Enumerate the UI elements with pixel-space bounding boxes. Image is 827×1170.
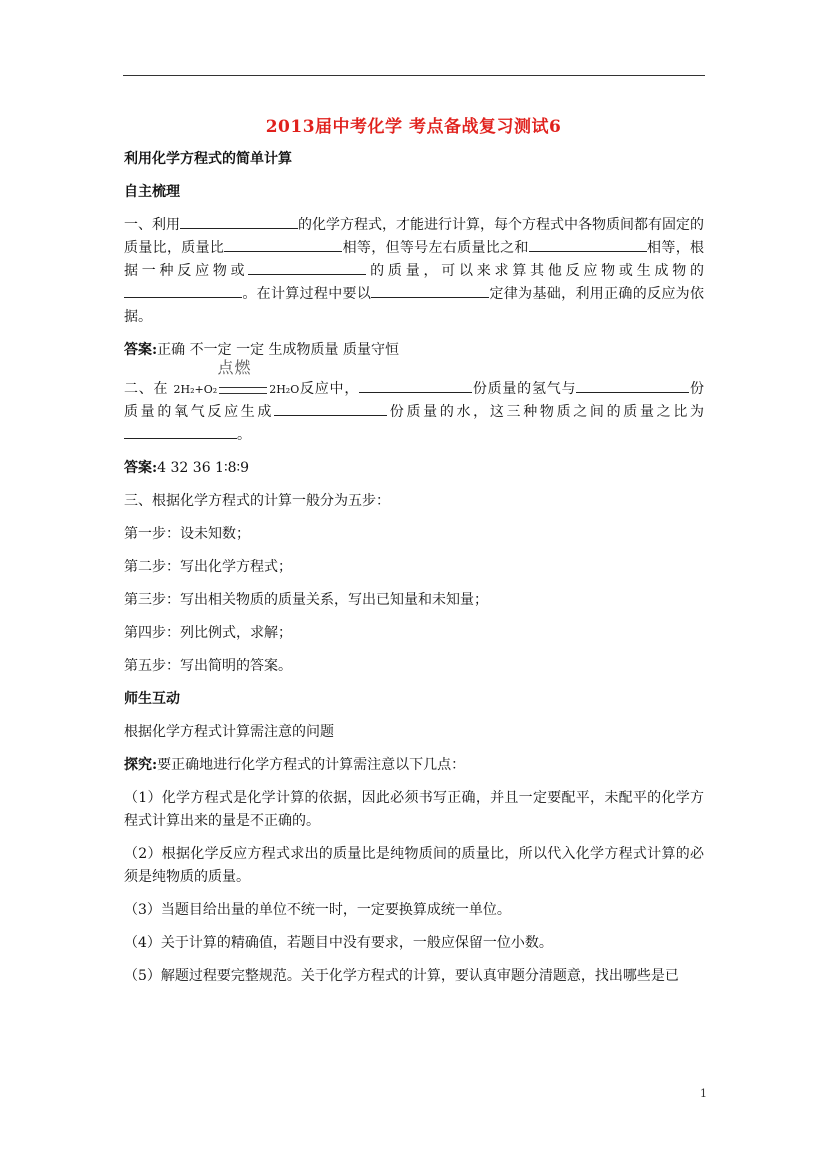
section-heading-1: 自主梳理 [124, 184, 180, 200]
subtitle: 利用化学方程式的简单计算 [124, 151, 292, 167]
explore-text: 要正确地进行化学方程式的计算需注意以下几点： [157, 757, 466, 773]
note-item: （2）根据化学反应方程式求出的质量比是纯物质间的质量比，所以代入化学方程式计算的必须是纯物质的质量。 [124, 846, 704, 885]
note-item: （4）关于计算的精确值，若题目中没有要求，一般应保留一位小数。 [124, 935, 553, 951]
p2-text-c: 份质量的氢气与 [472, 381, 577, 397]
step-item: 第四步：列比例式，求解； [124, 625, 292, 641]
p2-text-b: 反应中， [299, 381, 360, 397]
p2-text-f: 。 [237, 427, 251, 443]
chemical-equation [173, 358, 300, 401]
answer-1 [124, 339, 704, 362]
note-item: （3）当题目给出量的单位不统一时，一定要换算成统一单位。 [124, 902, 511, 918]
explore-paragraph [124, 754, 704, 777]
step-item: 第三步：写出相关物质的质量关系，写出已知量和未知量； [124, 592, 488, 608]
blank[interactable] [371, 283, 489, 298]
answer-label: 答案: [124, 460, 158, 476]
p1-text-b: 的化学方程式，才能进行计算，每个方程式中各物质间都有固定的质量比，质量比 [124, 217, 704, 256]
p1-text-g: 定律为基础，利用正确的反应为依据。 [124, 286, 705, 325]
blank[interactable] [180, 214, 298, 229]
paragraph-2 [124, 358, 705, 447]
note-item: （5）解题过程要完整规范。关于化学方程式的计算，要认真审题分清题意，找出哪些是已 [124, 968, 679, 984]
blank[interactable] [124, 424, 237, 439]
blank[interactable] [274, 401, 387, 416]
p2-text-d: 份质量的氧气反应生成 [124, 381, 705, 420]
answer-label: 答案: [124, 342, 158, 358]
step-item: 第五步：写出简明的答案。 [124, 658, 292, 674]
page-title: 2013届中考化学 考点备战复习测试6 [265, 117, 562, 137]
p2-text-a: 二、在 [124, 381, 169, 397]
equation-equals-bar [219, 387, 267, 394]
step-item: 第一步：设未知数； [124, 526, 250, 542]
blank[interactable] [248, 260, 366, 275]
blank[interactable] [529, 237, 647, 252]
equation-condition: 点燃 [217, 358, 252, 377]
paragraph-1 [124, 214, 704, 329]
step-item: 第二步：写出化学方程式； [124, 559, 292, 575]
paragraph-4: 根据化学方程式计算需注意的问题 [124, 724, 334, 740]
p2-text-e: 份质量的水，这三种物质之间的质量之比为 [387, 404, 705, 420]
blank[interactable] [576, 378, 689, 393]
p1-text-f: 。在计算过程中要以 [242, 286, 372, 302]
answer-2 [124, 457, 704, 480]
blank[interactable] [124, 283, 242, 298]
p1-text-a: 一、利用 [124, 217, 180, 233]
answer-text: 4 32 36 1∶8∶9 [157, 460, 250, 476]
document-body [124, 148, 704, 998]
p1-text-d: 相等，根据一种反应物或 [124, 240, 705, 279]
page-number: 1 [700, 1087, 707, 1100]
equation-right: 2H₂O [269, 383, 300, 396]
p1-text-c: 相等，但等号左右质量比之和 [342, 240, 529, 256]
p1-text-e: 的质量，可以来求算其他反应物或生成物的 [366, 263, 705, 279]
explore-label: 探究: [124, 757, 158, 773]
equation-left: 2H₂+O₂ [173, 383, 218, 396]
blank[interactable] [359, 378, 472, 393]
answer-text: 正确 不一定 一定 生成物质量 质量守恒 [157, 342, 399, 358]
header-rule [123, 75, 705, 76]
section-heading-2: 师生互动 [124, 691, 180, 707]
blank[interactable] [224, 237, 342, 252]
note-item: （1）化学方程式是化学计算的依据，因此必须书写正确，并且一定要配平，未配平的化学方程式计算出来的量是不正确的。 [124, 790, 704, 829]
paragraph-3: 三、根据化学方程式的计算一般分为五步： [124, 493, 390, 509]
